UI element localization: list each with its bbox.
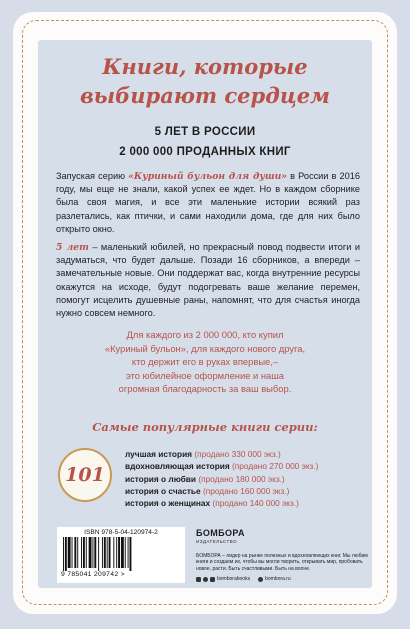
cover-title (38, 52, 372, 110)
series-name: «Куриный бульон для души» (128, 171, 288, 182)
barcode-digits: 9 785041 209742 > (61, 571, 125, 578)
badge-number: 101 (65, 464, 105, 486)
anniversary-text: – маленький юбилей, но прекрасный повод подвести итоги и задуматься, что будет дальше. Позади 16 сборников, а впереди – замечательные новые. Они поддержат вас, когда внутренние ресурсы окажутся на исходе, будут подогревать ваше желание перемен, помогут исцелить душевные раны, напомнят, что для счастья иногда нужно совсем немного. (56, 242, 360, 319)
social-handle: bomborabooks (217, 576, 251, 582)
telegram-icon (210, 577, 215, 582)
barcode-bars (61, 537, 181, 571)
publisher-logo: БОМБОРА (196, 528, 245, 538)
badge-101 (58, 448, 112, 502)
title-line-1: Книги, которые (102, 54, 308, 79)
publisher-description: БОМБОРА – лидер на рынке полезных и вдохновляющих книг. Мы любим книги и создаем их, чтобы вы могли творить, открывать мир, пробовать новое, расти. Быть счастливыми. Быть на волне. (196, 553, 368, 572)
paragraph-anniversary (56, 241, 360, 320)
list-item: вдохновляющая история (продано 270 000 экз.) (125, 461, 319, 472)
quote-line-3: кто держит его в руках впервые,– (131, 356, 279, 368)
vk-icon (196, 577, 201, 582)
website: bombora.ru (265, 576, 291, 582)
quote-line-5: огромная благодарность за ваш выбор. (118, 383, 292, 395)
list-item: история о женщинах (продано 140 000 экз.) (125, 498, 299, 509)
publisher-social (196, 576, 299, 582)
quote-line-4: это юбилейное оформление и наша (125, 369, 285, 381)
headline-sold: 2 000 000 ПРОДАННЫХ КНИГ (119, 146, 291, 158)
quote-line-2: «Куриный бульон», для каждого нового друга, (104, 342, 306, 354)
instagram-icon (203, 577, 208, 582)
publisher-subtitle: ИЗДАТЕЛЬСТВО (196, 539, 237, 544)
popular-title: Самые популярные книги серии: (92, 420, 318, 434)
headline-years: 5 ЛЕТ В РОССИИ (154, 126, 256, 138)
list-item: лучшая история (продано 330 000 экз.) (125, 449, 281, 459)
list-item: история о счастье (продано 160 000 экз.) (125, 485, 290, 496)
barcode-block (57, 527, 185, 583)
title-line-2: выбирают сердцем (79, 83, 331, 108)
intro-rest: в России в 2016 году, мы еще не знали, какой успех ее ждет. Но в каждом сборнике была своя магия, и все эти маленькие истории всякий раз разлетались, как птички, и сами находили дома, где для них было открыто окно. (56, 171, 360, 234)
globe-icon (258, 577, 263, 582)
paragraph-intro (56, 170, 360, 236)
popular-books-list (125, 448, 375, 509)
anniversary-em: 5 лет (56, 242, 89, 253)
isbn-text: ISBN 978-5-04-120974-2 (84, 529, 158, 536)
thanks-quote (50, 328, 360, 396)
quote-line-1: Для каждого из 2 000 000, кто купил (126, 329, 284, 340)
intro-start: Запуская серию (56, 171, 129, 181)
list-item: история о любви (продано 180 000 экз.) (125, 473, 285, 484)
